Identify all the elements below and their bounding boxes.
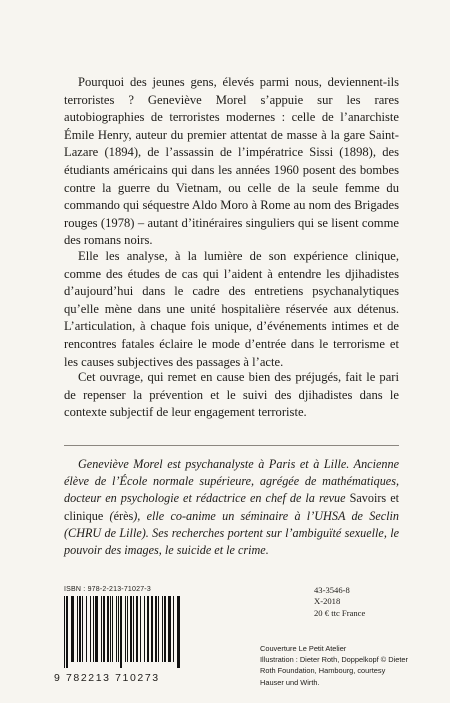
bio-text-1: Geneviève Morel est psychanalyste à Paris et à Lille. Ancienne élève de l’École normale supérieure, agrégée de mathématiques, docteur en psychologie et rédactrice en chef de la revue [64, 457, 399, 506]
barcode [64, 596, 181, 668]
divider [64, 445, 399, 446]
blurb-paragraph-3: Cet ouvrage, qui remet en cause bien des préjugés, fait le pari de repenser la prévention et le suivi des djihadistes dans le contexte subjectif de leur engagement terroriste. [64, 370, 399, 420]
bio-journal: Savoirs et clinique [64, 491, 399, 523]
bio-text-3: ), elle co-anime un séminaire à l’UHSA de Seclin (CHRU de Lille). Ses recherches portent sur l’ambiguïté sexuelle, le pouvoir des images, le suicide et le crime. [64, 508, 399, 558]
barcode-digits: 9 782213 710273 [54, 672, 160, 684]
meta-price: 20 € ttc France [314, 607, 366, 618]
bio-text-2: ( [103, 508, 114, 523]
isbn: ISBN : 978-2-213-71027-3 [64, 586, 151, 593]
credits [260, 643, 410, 688]
meta-date: X-2018 [314, 596, 341, 607]
author-bio [64, 456, 399, 559]
book-meta [314, 585, 365, 619]
blurb-paragraph-1: Pourquoi des jeunes gens, élevés parmi nous, deviennent-ils terroristes ? Geneviève Morel s’appuie sur les rares autobiographies de terroristes modernes : celle de l’anarchiste Émile Henry, auteur du premier attentat de masse à la gare Saint-Lazare (1894), de l’assassin de l’impératrice Sissi (1898), des étudiants américains qui dans les années 1960 posent des bombes contre la guerre du Vietnam, ou celle de la seule femme du commando qui séquestre Aldo Moro à Rome au nom des Brigades rouges (1978) – autant d’itinéraires singuliers qui se lisent comme des romans noirs. [64, 75, 399, 248]
meta-code: 43-3546-8 [314, 585, 350, 595]
bio-publisher: érès [113, 508, 134, 523]
credit-illustration: Illustration : Dieter Roth, Doppelkopf © Dieter Roth Foundation, Hambourg, courtesy Hauser und Wirth. [260, 655, 408, 687]
credit-cover: Couverture Le Petit Atelier [260, 644, 347, 653]
blurb-paragraph-2: Elle les analyse, à la lumière de son expérience clinique, comme des études de cas qui l’aident à entendre les djihadistes d’aujourd’hui dans le cadre des entretiens psychanalytiques qu’elle mène dans une unité hospitalière réservée aux détenus. L’articulation, à chaque fois unique, d’événements intimes et de rencontres fatales éclaire le mode d’entrée dans le terrorisme et les causes subjectives des passages à l’acte. [64, 249, 399, 369]
